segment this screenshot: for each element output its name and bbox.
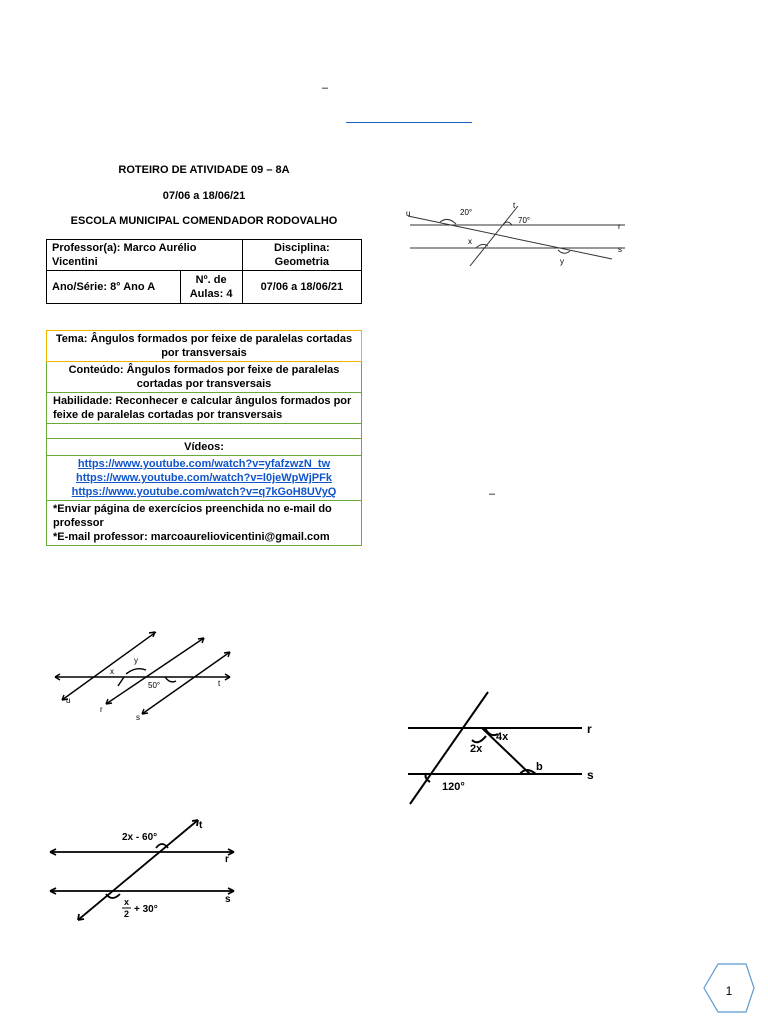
fig1-arc-y — [558, 250, 570, 253]
figure-2-diagram — [50, 626, 240, 722]
fig2-line-u — [62, 632, 156, 700]
topic-table — [46, 330, 362, 546]
habilidade-cell: Habilidade: Reconhecer e calcular ângulos formados por feixe de paralelas cortadas por transversais — [47, 393, 362, 424]
instructions-cell — [47, 501, 362, 546]
school-heading: ESCOLA MUNICIPAL COMENDADOR RODOVALHO — [70, 215, 338, 227]
fig4-label-r: r — [225, 854, 229, 865]
fig3-label-2x: 2x — [470, 743, 483, 755]
fig1-line-t — [470, 206, 518, 266]
fig3-label-120: 120° — [442, 781, 465, 793]
figure-3-diagram — [402, 686, 612, 808]
fig4-label-frac-den: 2 — [124, 909, 130, 919]
tema-cell: Tema: Ângulos formados por feixe de paralelas cortadas por transversais — [47, 331, 362, 362]
fig3-label-b: b — [536, 761, 543, 773]
fig4-label-plus30: + 30° — [134, 904, 158, 915]
fig2-label-r: r — [100, 705, 103, 714]
fig1-label-t: t — [513, 201, 516, 210]
fig1-label-y: y — [560, 257, 564, 266]
fig2-arc-y — [126, 669, 146, 674]
video-link-2[interactable]: https://www.youtube.com/watch?v=l0jeWpWjPFk — [76, 472, 332, 484]
periodo-cell: 07/06 a 18/06/21 — [242, 271, 361, 304]
fig4-label-2x-60: 2x - 60° — [122, 832, 158, 843]
video-link-3[interactable]: https://www.youtube.com/watch?v=q7kGoH8UVyQ — [71, 486, 337, 498]
fig2-label-s: s — [136, 713, 140, 722]
fig2-label-y: y — [134, 656, 138, 665]
header-dash: – — [322, 82, 329, 94]
fig1-label-x: x — [468, 237, 472, 246]
videos-cell — [47, 456, 362, 501]
fig2-arc-50 — [165, 677, 176, 682]
fig3-arc-2x — [472, 736, 486, 742]
instruction-send: *Enviar página de exercícios preenchida no e-mail do professor — [53, 503, 332, 529]
fig3-label-s: s — [587, 768, 594, 782]
fig1-label-70: 70° — [518, 216, 531, 225]
aulas-cell: Nº. de Aulas: 4 — [180, 271, 242, 304]
ano-serie-cell: Ano/Série: 8° Ano A — [47, 271, 181, 304]
page-title: ROTEIRO DE ATIVIDADE 09 – 8A — [118, 164, 290, 176]
fig3-label-4x: 4x — [496, 731, 509, 743]
video-link-1[interactable]: https://www.youtube.com/watch?v=yfafzwzN_tw — [77, 458, 331, 470]
fig2-label-50: 50° — [148, 681, 161, 690]
instruction-email: *E-mail professor: marcoaureliovicentini@gmail.com — [53, 531, 330, 543]
mid-dash: – — [489, 488, 496, 500]
figure-4-diagram — [44, 814, 244, 924]
conteudo-cell: Conteúdo: Ângulos formados por feixe de paralelas cortadas por transversais — [47, 362, 362, 393]
fig4-label-t: t — [199, 820, 203, 831]
figure-1-diagram — [400, 198, 632, 270]
fig3-label-r: r — [587, 722, 592, 736]
fig2-label-x: x — [110, 667, 114, 676]
dates-heading: 07/06 a 18/06/21 — [162, 190, 246, 202]
fig1-label-u: u — [406, 209, 411, 218]
fig1-label-20: 20° — [460, 208, 473, 217]
disciplina-cell: Disciplina: Geometria — [242, 240, 361, 271]
fig1-label-s: s — [618, 245, 622, 254]
professor-cell: Professor(a): Marco Aurélio Vicentini — [47, 240, 243, 271]
fig1-label-r: r — [618, 222, 621, 231]
page-number-badge — [696, 962, 758, 1014]
fig2-label-t: t — [218, 679, 221, 688]
empty-cell — [47, 424, 362, 439]
fig4-label-frac-num: x — [124, 897, 130, 907]
page-number: 1 — [725, 984, 733, 998]
info-table — [46, 239, 362, 304]
header-link-line — [346, 122, 472, 123]
fig2-line-r — [106, 638, 204, 704]
videos-label-cell: Vídeos: — [47, 439, 362, 456]
fig4-label-s: s — [225, 894, 231, 905]
fig2-label-u: u — [66, 696, 71, 705]
